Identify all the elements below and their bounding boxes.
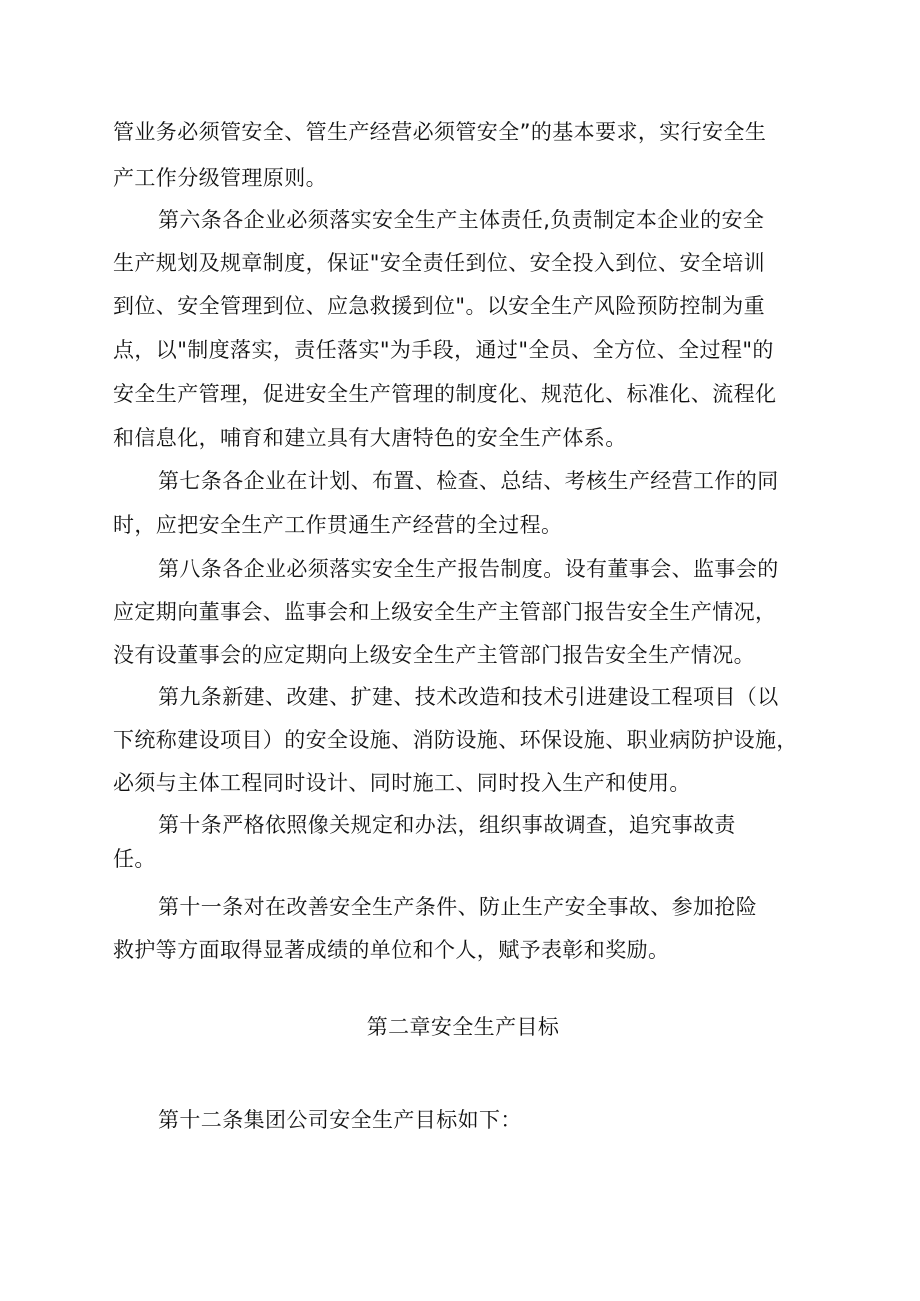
text-line: 点，以"制度落实，责任落实"为手段，通过"全员、全方位、全过程"的 bbox=[113, 338, 774, 362]
text-line: 没有设董事会的应定期向上级安全生产主管部门报告安全生产情况。 bbox=[113, 643, 755, 667]
text-line: 下统称建设项目）的安全设施、消防设施、环保设施、职业病防护设施， bbox=[113, 728, 798, 752]
text-line: 救护等方面取得显著成绩的单位和个人，赋予表彰和奖励。 bbox=[113, 938, 670, 962]
text-line: 必须与主体工程同时设计、同时施工、同时投入生产和使用。 bbox=[113, 771, 691, 795]
text-line: 和信息化，哺育和建立具有大唐特色的安全生产体系。 bbox=[113, 426, 627, 450]
text-line: 安全生产管理，促进安全生产管理的制度化、规范化、标准化、流程化 bbox=[113, 382, 777, 406]
article-10-text: 第十条严格依照像关规定和办法，组织事故调查，追究事故责 bbox=[158, 813, 736, 837]
text-line: 管业务必须管安全、管生产经营必须管安全”的基本要求，实行安全生 bbox=[113, 120, 767, 144]
text-line: 应定期向董事会、监事会和上级安全生产主管部门报告安全生产情况， bbox=[113, 600, 777, 624]
article-11-text: 第十一条对在改善安全生产条件、防止生产安全事故、参加抢险 bbox=[158, 895, 758, 919]
article-12-text: 第十二条集团公司安全生产目标如下： bbox=[158, 1108, 522, 1132]
article-7-text: 第七条各企业在计划、布置、检查、总结、考核生产经营工作的同 bbox=[158, 469, 779, 493]
text-line: 时，应把安全生产工作贯通生产经营的全过程。 bbox=[113, 513, 563, 537]
text-line: 到位、安全管理到位、应急救援到位"。以安全生产风险预防控制为重 bbox=[113, 294, 766, 318]
chapter-heading: 第二章安全生产目标 bbox=[366, 1015, 560, 1039]
article-6-text: 第六条各企业必须落实安全生产主体责任,负责制定本企业的安全 bbox=[158, 208, 765, 232]
article-8-text: 第八条各企业必须落实安全生产报告制度。设有董事会、监事会的 bbox=[158, 557, 779, 581]
text-line: 任。 bbox=[113, 847, 156, 871]
text-line: 产工作分级管理原则。 bbox=[113, 166, 327, 190]
text-line: 生产规划及规章制度，保证"安全责任到位、安全投入到位、安全培训 bbox=[113, 251, 766, 275]
article-9-text: 第九条新建、改建、扩建、技术改造和技术引进建设工程项目（以 bbox=[158, 685, 779, 709]
